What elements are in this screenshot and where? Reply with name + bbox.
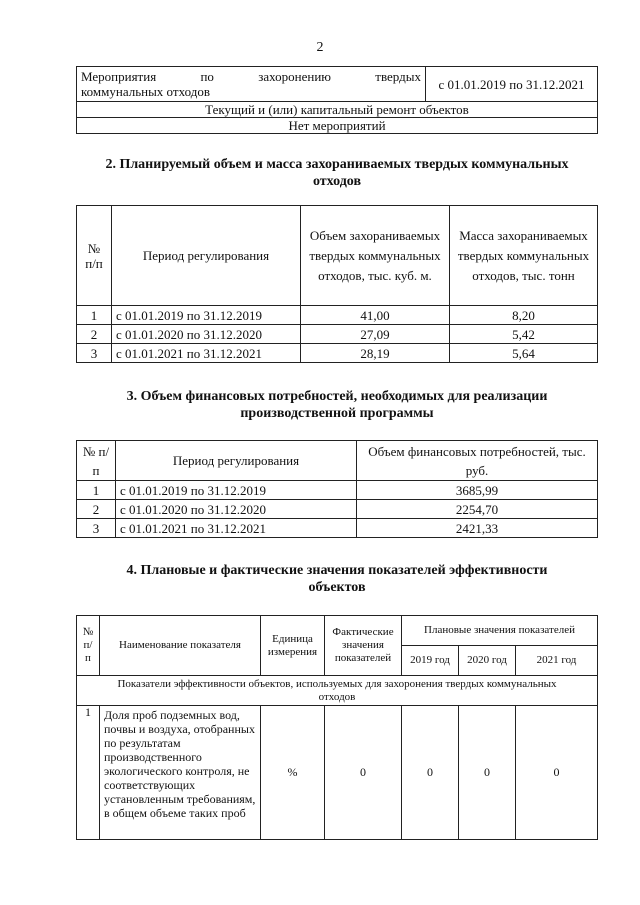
row-period: с 01.01.2019 по 31.12.2019 xyxy=(116,481,357,500)
header-num: № п/п xyxy=(77,441,116,481)
header-planned: Плановые значения показателей xyxy=(402,616,598,646)
header-finance: Объем финансовых потребностей, тыс. руб. xyxy=(357,441,598,481)
page-number: 2 xyxy=(316,40,324,55)
row-volume: 28,19 xyxy=(301,344,450,363)
row-finance: 2254,70 xyxy=(357,500,598,519)
header-period: Период регулирования xyxy=(116,441,357,481)
header-year-2019: 2019 год xyxy=(402,646,459,676)
row-period: с 01.01.2020 по 31.12.2020 xyxy=(116,500,357,519)
row-num: 3 xyxy=(77,519,116,538)
section4-heading xyxy=(76,562,598,596)
header-mass: Масса захораниваемых твердых коммунальных отходов, тыс. тонн xyxy=(450,206,598,306)
row-mass: 8,20 xyxy=(450,306,598,325)
header-year-2021: 2021 год xyxy=(516,646,598,676)
repair-title-cell: Текущий и (или) капитальный ремонт объектов xyxy=(77,102,598,118)
header-num: № п/п xyxy=(77,206,112,306)
row-period: с 01.01.2019 по 31.12.2019 xyxy=(112,306,301,325)
volume-mass-table xyxy=(76,205,598,363)
row-num: 1 xyxy=(77,481,116,500)
header-num: № п/п xyxy=(77,616,100,676)
row-num: 2 xyxy=(77,325,112,344)
table-row xyxy=(77,706,598,840)
section2-heading xyxy=(76,156,598,190)
activity-name-line2: коммунальных отходов xyxy=(81,84,210,99)
row-finance: 2421,33 xyxy=(357,519,598,538)
row-num: 3 xyxy=(77,344,112,363)
header-unit: Единица измерения xyxy=(261,616,325,676)
row-volume: 41,00 xyxy=(301,306,450,325)
row-num: 1 xyxy=(77,706,100,840)
table-row xyxy=(77,325,598,344)
row-num: 1 xyxy=(77,306,112,325)
row-num: 2 xyxy=(77,500,116,519)
section4-heading-line1: 4. Плановые и фактические значения показателей эффективности xyxy=(126,563,548,578)
activity-name-line1: Мероприятия по захоронению твердых xyxy=(81,69,421,84)
section4-heading-line2: объектов xyxy=(308,580,366,595)
repair-value-cell: Нет мероприятий xyxy=(77,118,598,134)
row-2020: 0 xyxy=(459,706,516,840)
header-volume: Объем захораниваемых твердых коммунальных отходов, тыс. куб. м. xyxy=(301,206,450,306)
table-row xyxy=(77,519,598,538)
row-period: с 01.01.2021 по 31.12.2021 xyxy=(116,519,357,538)
section3-heading-line1: 3. Объем финансовых потребностей, необходимых для реализации xyxy=(126,389,548,404)
table-row xyxy=(77,481,598,500)
table-row xyxy=(77,306,598,325)
row-actual: 0 xyxy=(325,706,402,840)
header-period: Период регулирования xyxy=(112,206,301,306)
table-row xyxy=(77,500,598,519)
row-mass: 5,42 xyxy=(450,325,598,344)
group-title: Показатели эффективности объектов, используемых для захоронения твердых коммунальных отходов xyxy=(77,676,598,706)
header-year-2020: 2020 год xyxy=(459,646,516,676)
activities-table xyxy=(76,66,598,134)
section2-heading-line2: отходов xyxy=(312,174,362,189)
header-name: Наименование показателя xyxy=(100,616,261,676)
efficiency-table xyxy=(76,615,598,840)
header-actual: Фактические значения показателей xyxy=(325,616,402,676)
activity-name-cell xyxy=(77,67,426,102)
section2-heading-line1: 2. Планируемый объем и масса захораниваемых твердых коммунальных xyxy=(105,157,569,172)
table-row xyxy=(77,344,598,363)
row-finance: 3685,99 xyxy=(357,481,598,500)
activity-period-cell: с 01.01.2019 по 31.12.2021 xyxy=(426,67,598,102)
section3-heading xyxy=(76,388,598,422)
row-2021: 0 xyxy=(516,706,598,840)
row-2019: 0 xyxy=(402,706,459,840)
row-unit: % xyxy=(261,706,325,840)
row-volume: 27,09 xyxy=(301,325,450,344)
section3-heading-line2: производственной программы xyxy=(240,406,434,421)
row-mass: 5,64 xyxy=(450,344,598,363)
row-name: Доля проб подземных вод, почвы и воздуха, отобранных по результатам производственного экологического контроля, не соответствующих установленным требованиям, в общем объеме таких проб xyxy=(100,706,261,840)
finance-table xyxy=(76,440,598,538)
row-period: с 01.01.2021 по 31.12.2021 xyxy=(112,344,301,363)
row-period: с 01.01.2020 по 31.12.2020 xyxy=(112,325,301,344)
